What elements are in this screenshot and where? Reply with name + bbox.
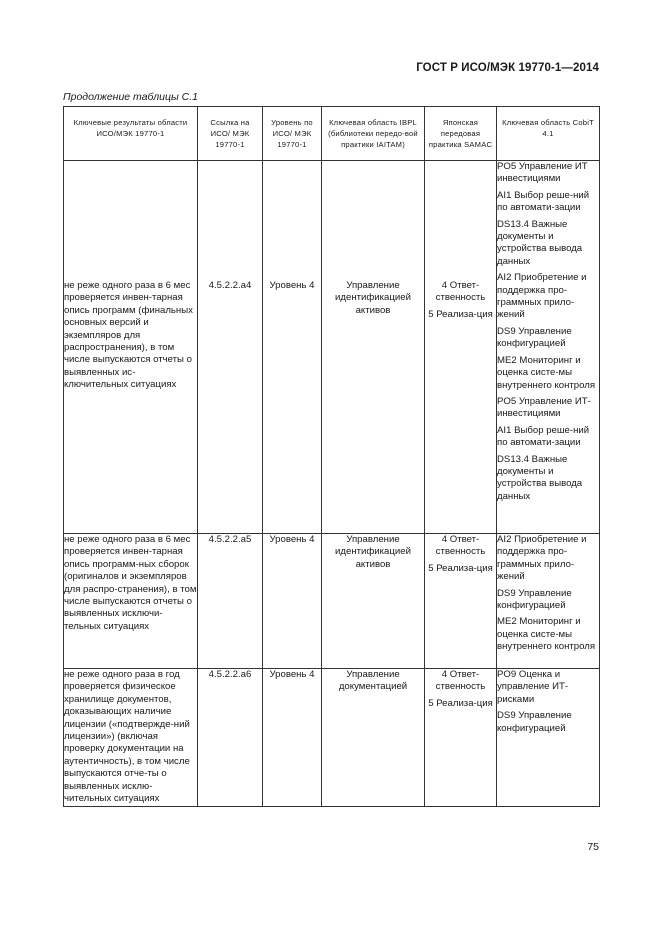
result-cell <box>64 669 198 807</box>
table-row <box>64 669 600 807</box>
cobit-cell <box>497 669 600 807</box>
ref-text: 4.5.2.2.а4 <box>208 280 252 291</box>
cobit-item: DS13.4 Важные документы и устройства вывода данных <box>497 218 583 267</box>
ref-cell <box>198 534 263 669</box>
cobit-item: DS13.4 Важные документы и устройства вывода данных <box>497 453 583 502</box>
column-header: Ключевая область CobiT 4.1 <box>497 107 600 161</box>
column-header: Ключевая область IBPL (библиотеки передо-вой практики IAITAM) <box>322 107 425 161</box>
ibpl-text: Управление идентификацией активов <box>335 534 411 570</box>
table-header-row <box>64 107 600 161</box>
level-text: Уровень 4 <box>269 534 315 545</box>
ref-text: 4.5.2.2.а5 <box>208 534 252 545</box>
samac-cell <box>425 534 497 669</box>
level-cell <box>263 161 322 534</box>
samac-item: 4 Ответ-ственность <box>435 669 486 693</box>
cobit-item: ME2 Мониторинг и оценка систе-мы внутреннего контроля <box>497 616 596 653</box>
samac-cell <box>425 669 497 807</box>
cobit-item: ME2 Мониторинг и оценка систе-мы внутреннего контроля <box>497 354 596 391</box>
cobit-item: AI2 Приобретение и поддержка про-граммных прило-жений <box>497 272 587 321</box>
document-header: ГОСТ Р ИСО/МЭК 19770-1—2014 <box>416 62 599 74</box>
column-header: Уровень по ИСО/ МЭК 19770-1 <box>263 107 322 161</box>
column-header: Японская передовая практика SAMAC <box>425 107 497 161</box>
ibpl-text: Управление идентификацией активов <box>335 280 411 316</box>
result-text: не реже одного раза в 6 мес проверяется инвен-тарная опись программ (финальных основных версий и экземпляров для распространения), в том числе выпускаются отчеты о выявленных ис-ключительных ситуациях <box>64 280 193 391</box>
samac-item: 5 Реализа-ция <box>428 697 493 709</box>
cobit-cell <box>497 534 600 669</box>
level-cell <box>263 669 322 807</box>
samac-item: 5 Реализа-ция <box>428 562 493 574</box>
cobit-item: PO9 Оценка и управление ИТ-рисками <box>497 669 569 705</box>
samac-item: 4 Ответ-ственность <box>435 280 486 304</box>
ibpl-cell <box>322 669 425 807</box>
cobit-item: AI2 Приобретение и поддержка про-граммных прило-жений <box>497 534 587 583</box>
ref-cell <box>198 161 263 534</box>
table-row <box>64 534 600 669</box>
ref-cell <box>198 669 263 807</box>
result-text: не реже одного раза в 6 мес проверяется инвен-тарная опись программ-ных сборок (оригиналов и экземпляров для распро-странения), в том числе выпускаются отчеты о выявленных исключи-тельных ситуациях <box>64 534 197 632</box>
ibpl-text: Управление документацией <box>338 669 408 693</box>
column-header: Ссылка на ИСО/ МЭК 19770-1 <box>198 107 263 161</box>
cobit-item: DS9 Управление конфигурацией <box>497 325 572 350</box>
ref-text: 4.5.2.2.а6 <box>208 669 252 680</box>
cobit-item: PO5 Управление ИТ инвестициями <box>497 161 588 185</box>
cobit-item: PO5 Управление ИТ-инвестициями <box>497 395 591 420</box>
samac-cell <box>425 161 497 534</box>
result-text: не реже одного раза в год проверяется физическое хранилище документов, доказывающих наличие лицензии («подтвержде-ний лицензии») (включая проверку документации на аутентичность), в том числе выпускаются отче-ты о выявленных исклю-чительных ситуациях <box>64 669 190 805</box>
level-text: Уровень 4 <box>269 669 315 680</box>
level-text: Уровень 4 <box>269 280 315 291</box>
column-header: Ключевые результаты области ИСО/МЭК 19770-1 <box>64 107 198 161</box>
table-caption: Продолжение таблицы С.1 <box>63 91 198 103</box>
result-cell <box>64 534 198 669</box>
cobit-item: AI1 Выбор реше-ний по автомати-зации <box>497 189 590 214</box>
level-cell <box>263 534 322 669</box>
cobit-item: DS9 Управление конфигурацией <box>497 710 572 734</box>
ibpl-cell <box>322 161 425 534</box>
ibpl-cell <box>322 534 425 669</box>
page-number: 75 <box>587 841 599 853</box>
samac-item: 5 Реализа-ция <box>428 308 493 320</box>
cobit-item: AI1 Выбор реше-ний по автомати-зации <box>497 424 590 449</box>
result-cell <box>64 161 198 534</box>
samac-item: 4 Ответ-ственность <box>435 534 486 558</box>
table-row <box>64 161 600 534</box>
standards-mapping-table <box>63 106 600 807</box>
cobit-item: DS9 Управление конфигурацией <box>497 587 572 612</box>
cobit-cell <box>497 161 600 534</box>
